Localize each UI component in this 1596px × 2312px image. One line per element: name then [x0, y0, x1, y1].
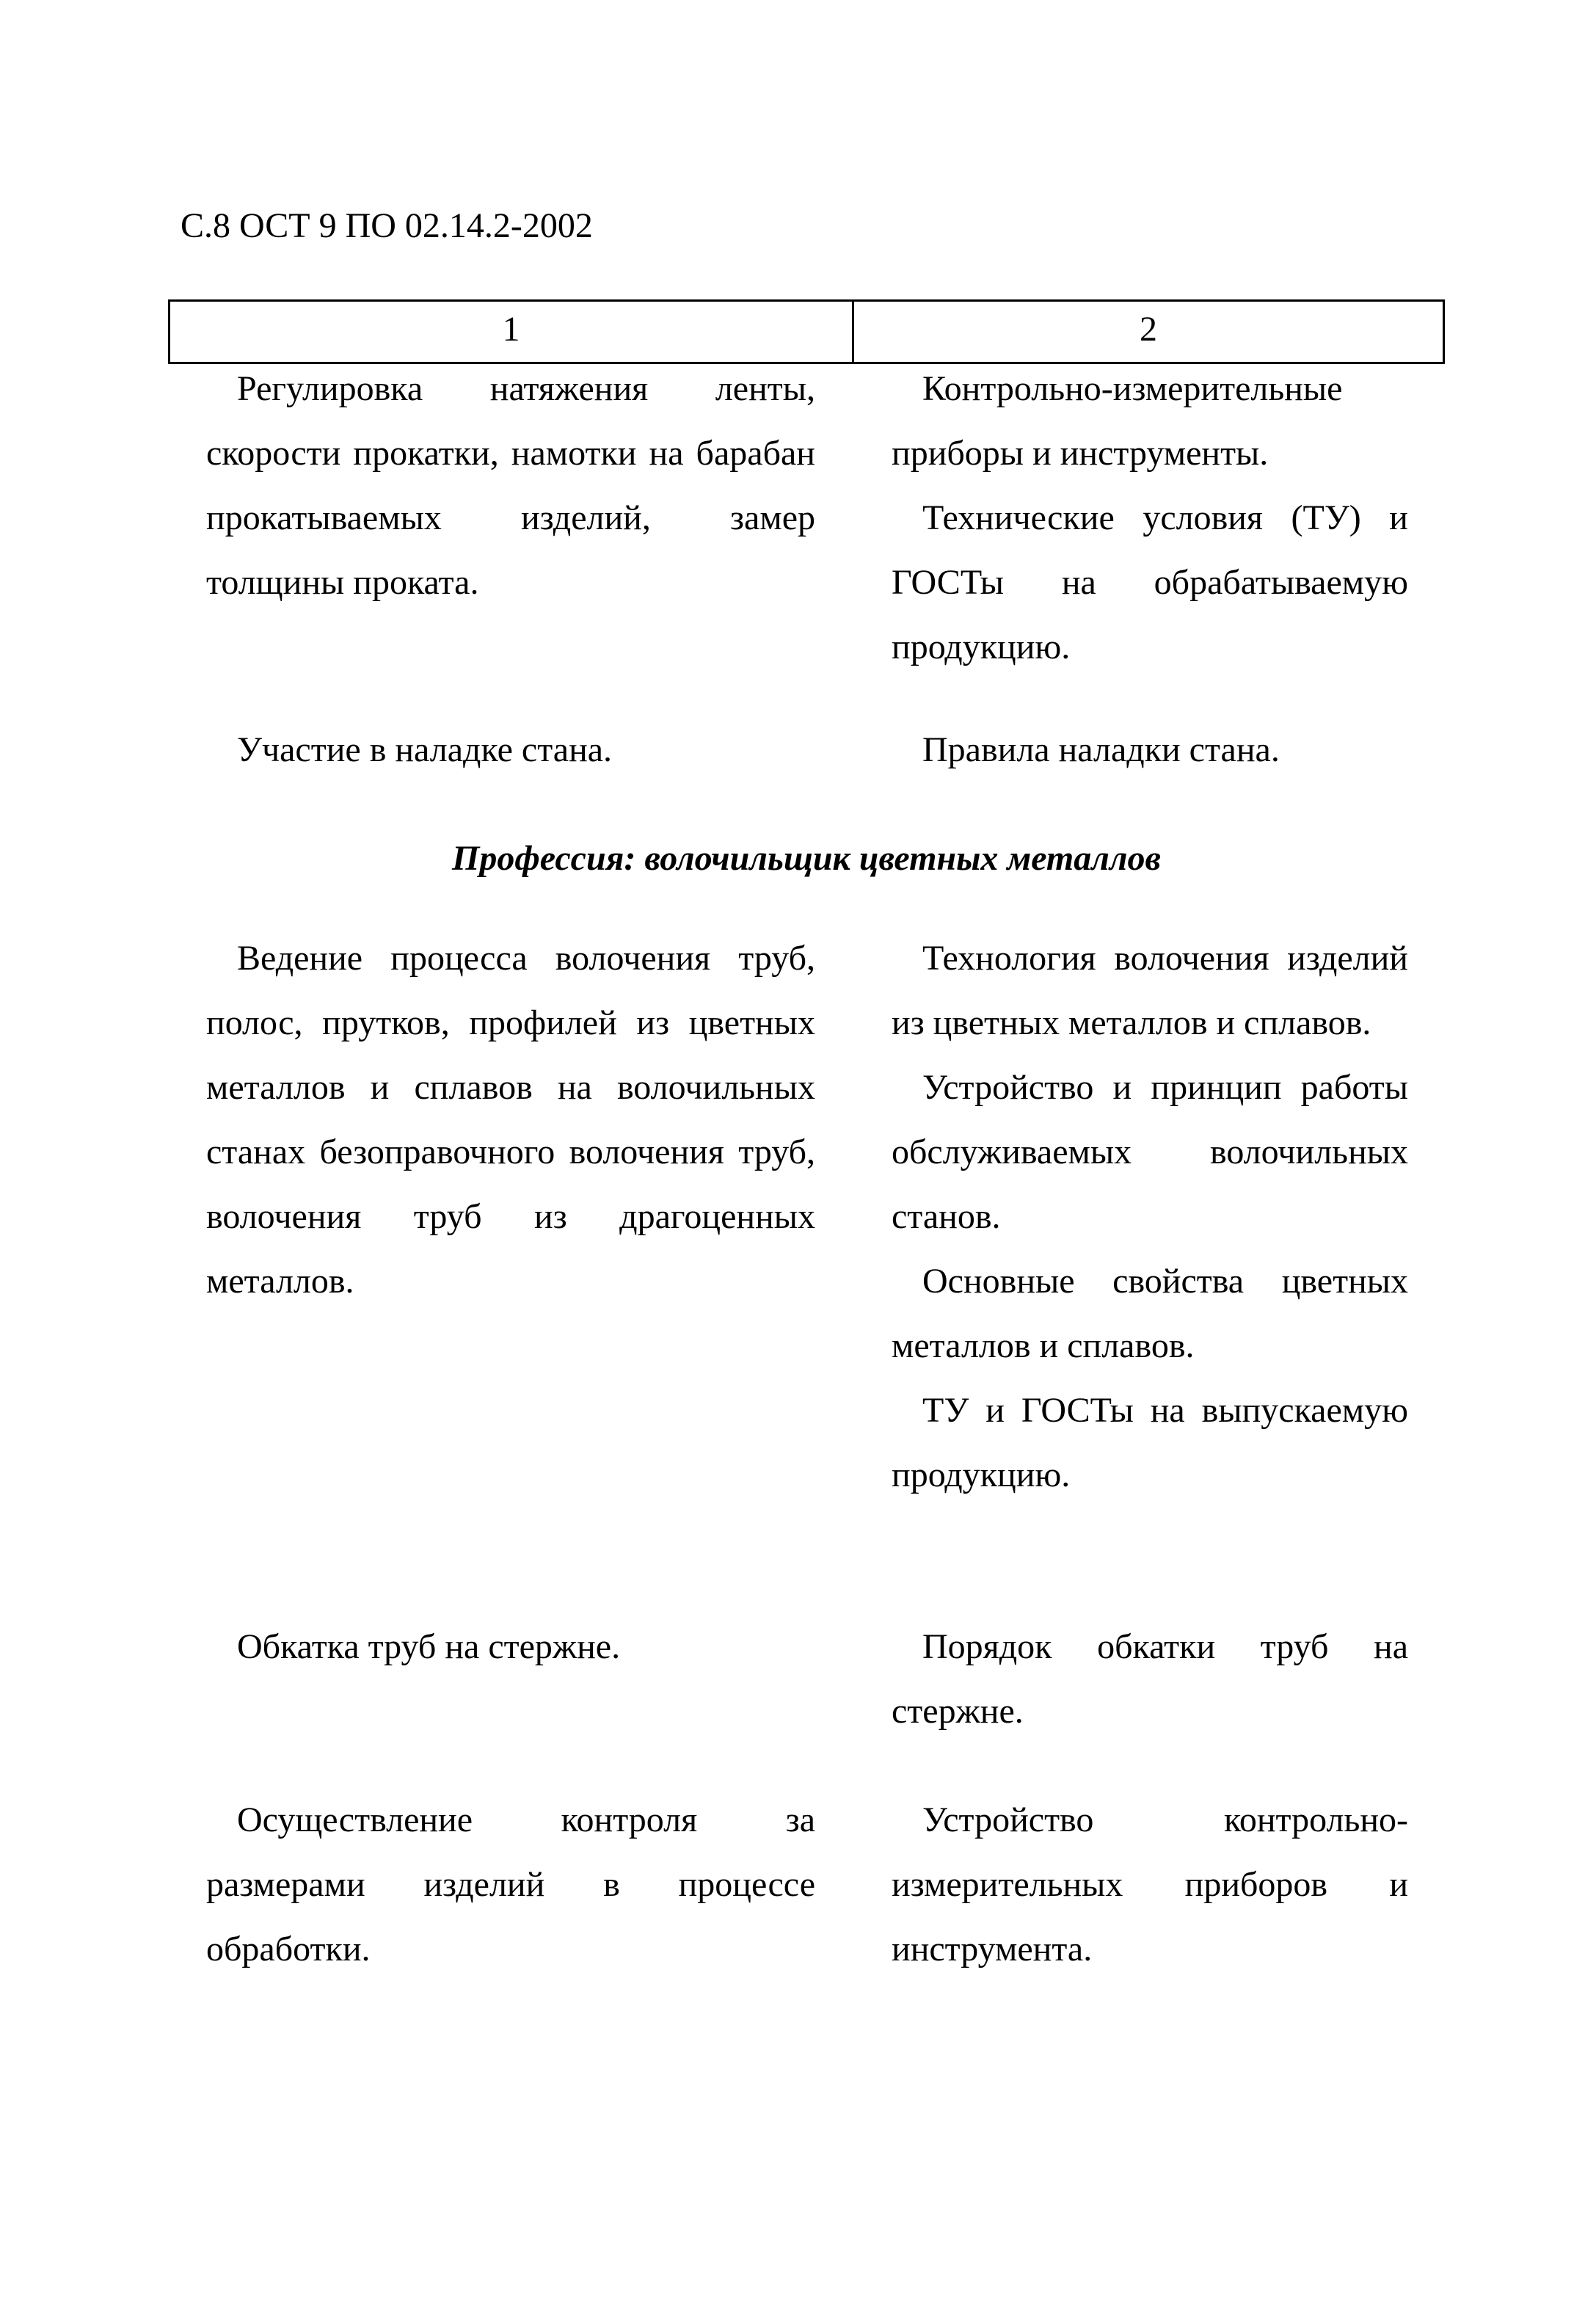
row-knowledge-cell	[892, 1788, 1408, 1982]
task-text: Ведение процесса волочения труб, полос, прутков, профилей из цветных металлов и сплавов на волочильных станах безоправочного волочения труб, волочения труб из драгоценных металлов.	[206, 939, 815, 1301]
row-task-cell	[206, 357, 815, 615]
row-knowledge-cell	[892, 1615, 1408, 1744]
column-number-2: 2	[1140, 309, 1157, 349]
knowledge-text: Устройство контрольно-измерительных приборов и инструмента.	[892, 1800, 1408, 1969]
knowledge-text: Правила наладки стана.	[922, 730, 1280, 769]
row-knowledge-cell	[892, 926, 1408, 1508]
knowledge-text: ТУ и ГОСТы на выпускаемую продукцию.	[892, 1391, 1408, 1494]
section-title: Профессия: волочильщик цветных металлов	[452, 839, 1161, 878]
knowledge-text: Основные свойства цветных металлов и сплавов.	[892, 1262, 1408, 1365]
column-number-1: 1	[170, 302, 854, 362]
table-header	[168, 299, 1445, 364]
page-header: С.8 ОСТ 9 ПО 02.14.2-2002	[181, 206, 593, 245]
knowledge-text: Устройство и принцип работы обслуживаемых волочильных станов.	[892, 1068, 1408, 1236]
knowledge-text: Порядок обкатки труб на стержне.	[892, 1627, 1408, 1731]
knowledge-text: Контрольно-измерительные приборы и инструменты.	[892, 369, 1343, 473]
task-text: Регулировка натяжения ленты, скорости прокатки, намотки на барабан прокатываемых изделий, замер толщины проката.	[206, 369, 815, 602]
row-task-cell	[206, 926, 815, 1314]
row-task-cell	[206, 1615, 815, 1679]
task-text: Осуществление контроля за размерами изделий в процессе обработки.	[206, 1800, 815, 1969]
knowledge-text: Технология волочения изделий из цветных металлов и сплавов.	[892, 939, 1408, 1042]
row-knowledge-cell	[892, 357, 1408, 680]
knowledge-text: Технические условия (ТУ) и ГОСТы на обрабатываемую продукцию.	[892, 498, 1408, 666]
task-text: Обкатка труб на стержне.	[237, 1627, 621, 1666]
row-task-cell	[206, 1788, 815, 1982]
row-knowledge-cell	[892, 718, 1408, 782]
row-task-cell	[206, 718, 815, 782]
task-text: Участие в наладке стана.	[237, 730, 613, 769]
